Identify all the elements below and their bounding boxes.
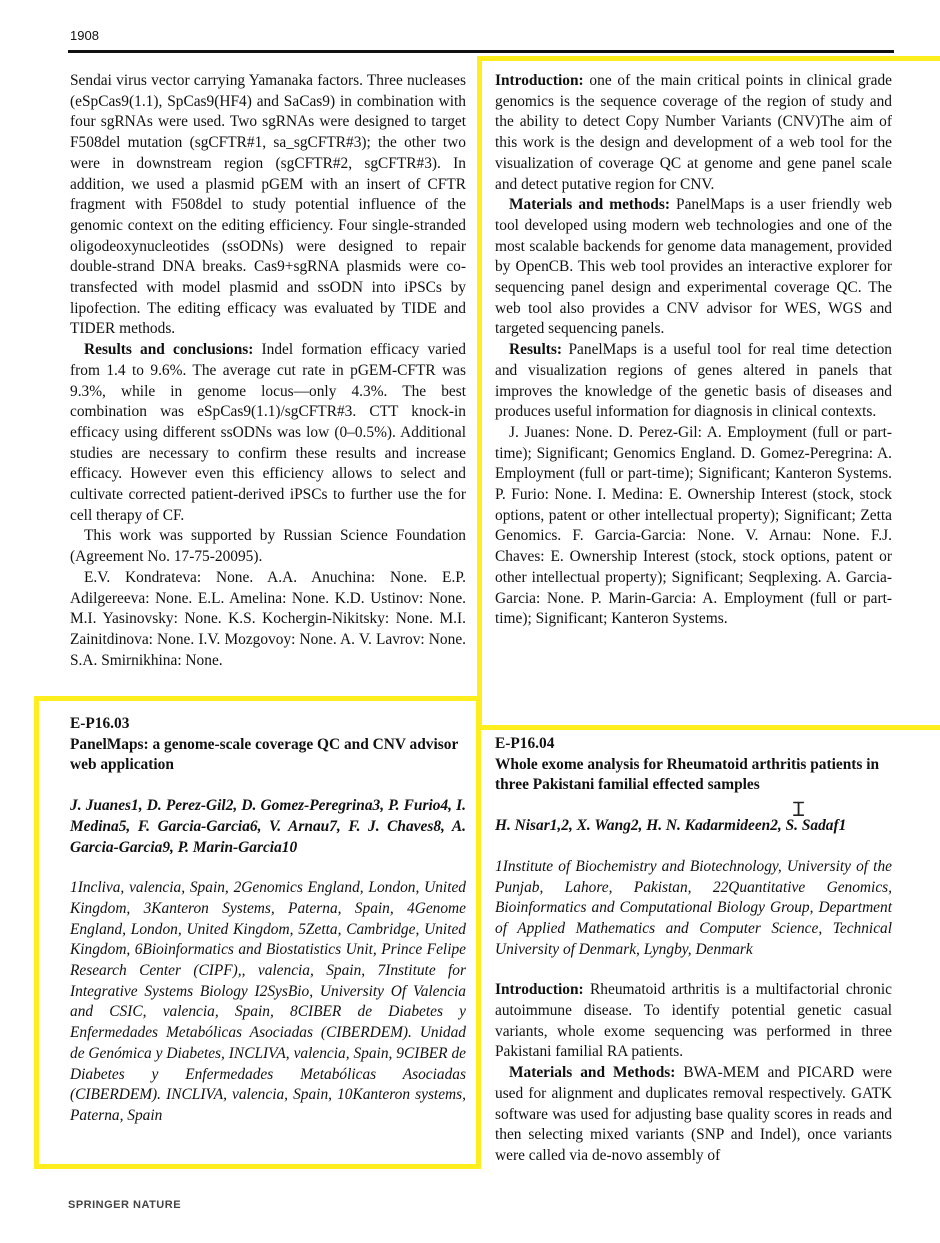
abstract-authors: J. Juanes1, D. Perez-Gil2, D. Gomez-Peregrina3, P. Furio4, I. Medina5, F. Garcia-Garcia6, V. Arnau7, F. J. Chaves8, A. Garcia-Garcia9, P. Marin-Garcia10 bbox=[70, 797, 466, 856]
right-column-continuation bbox=[495, 71, 892, 630]
text-cursor-icon: Ɪ bbox=[793, 797, 805, 821]
paragraph: Materials and methods: PanelMaps is a user friendly web tool developed using modern web technologies and one of the most scalable backends for genome data management, provided by OpenCB. This web tool provides an interactive explorer for sequencing panel design and experimental coverage QC. The web tool also provides a CNV advisor for WES, WGS and targeted sequencing panels. bbox=[495, 196, 892, 338]
abstract-title: Whole exome analysis for Rheumatoid arthritis patients in three Pakistani familial effected samples bbox=[495, 755, 880, 794]
paragraph: This work was supported by Russian Science Foundation (Agreement No. 17-75-20095). bbox=[70, 527, 466, 566]
header-rule bbox=[68, 50, 894, 53]
page-number: 1908 bbox=[70, 28, 99, 43]
abstract-affiliations: 1Institute of Biochemistry and Biotechnology, University of the Punjab, Lahore, Pakistan, 22Quantitative Genomics, Bioinformatics and Computational Biology Group, Department of Applied Mathematics and Computer Science, Technical University of Denmark, Lyngby, Denmark bbox=[495, 857, 892, 958]
paragraph: Sendai virus vector carrying Yamanaka factors. Three nucleases (eSpCas9(1.1), SpCas9(HF4) and SaCas9) in combination with four sgRNAs were used. Two sgRNAs were designed to target F508del mutation (sgCFTR#1, sa_sgCFTR#3); the other two were in downstream region (sgCFTR#2, sgCFTR#3). In addition, we used a plasmid pGEM with an insert of CFTR fragment with F508del to study potential influence of the genomic context on the editing efficiency. Four single-stranded oligodeoxynucleotides (ssODNs) were designed to repair double-strand DNA breaks. Cas9+sgRNA plasmids were co-transfected with model plasmid and ssODN into iPSCs by lipofection. The editing efficacy was evaluated by TIDE and TIDER methods. bbox=[70, 72, 466, 338]
publisher-footer: SPRINGER NATURE bbox=[68, 1199, 182, 1211]
disclosure-paragraph: E.V. Kondrateva: None. A.A. Anuchina: None. E.P. Adilgereeva: None. E.L. Amelina: None. K.D. Ustinov: None. M.I. Yasinovsky: None. K.S. Kochergin-Nikitsky: None. M.I. Zainitdinova: None. I.V. Mozgovoy: None. A. V. Lavrov: None. S.A. Smirnikhina: None. bbox=[70, 568, 466, 669]
paragraph: Introduction: Rheumatoid arthritis is a multifactorial chronic autoimmune disease. To identify potential genetic casual variants, whole exome sequencing was performed in three Pakistani familial RA patients. bbox=[495, 981, 892, 1061]
abstract-code: E-P16.03 bbox=[70, 715, 130, 732]
abstract-title: PanelMaps: a genome-scale coverage QC and CNV advisor web application bbox=[70, 735, 459, 774]
disclosure-paragraph: J. Juanes: None. D. Perez-Gil: A. Employment (full or part-time); Significant; Genomics England. D. Gomez-Peregrina: A. Employment (full or part-time); Significant; Kanteron Systems. P. Furio: None. I. Medina: E. Ownership Interest (stock, stock options, patent or other intellectual property); Significant; Zetta Genomics. F. Garcia-Garcia: None. V. Arnau: None. F.J. Chaves: E. Ownership Interest (stock, stock options, patent or other intellectual property); Significant; Seqplexing. A. Garcia-Garcia: None. P. Marin-Garcia: A. Employment (full or part-time); Significant; Kanteron Systems. bbox=[495, 423, 892, 628]
abstract-code: E-P16.04 bbox=[495, 735, 555, 752]
abstract-e-p16-03 bbox=[70, 714, 466, 1127]
left-column-continuation bbox=[70, 71, 466, 671]
abstract-authors: H. Nisar1,2, X. Wang2, H. N. Kadarmideen2, S. Sadaf1 bbox=[495, 817, 847, 835]
paragraph: Results and conclusions: Indel formation efficacy varied from 1.4 to 9.6%. The average cut rate in pGEM-CFTR was 9.3%, while in genome locus—only 4.3%. The best combination was eSpCas9(1.1)/sgCFTR#3. CTT knock-in efficacy using different ssODNs was low (0–0.5%). Additional studies are necessary to confirm these results and increase efficacy. However even this efficiency allows to select and cultivate corrected patient-derived iPSCs to further use the for cell therapy of CF. bbox=[70, 341, 466, 524]
abstract-e-p16-04 bbox=[495, 734, 892, 1167]
abstract-affiliations: 1Incliva, valencia, Spain, 2Genomics England, London, United Kingdom, 3Kanteron Systems, Paterna, Spain, 4Genome England, London, United Kingdom, 5Zetta, Cambridge, United Kingdom, 6Bioinformatics and Biostatistics Unit, Prince Felipe Research Center (CIPF),, valencia, Spain, 7Institute for Integrative Systems Biology I2SysBio, University Of Valencia and CSIC, valencia, Spain, 8CIBER de Diabetes y Enfermedades Metabólicas Asociadas (CIBERDEM). Unidad de Genómica y Diabetes, INCLIVA, valencia, Spain, 9CIBER de Diabetes y Enfermedades Metabólicas Asociadas (CIBERDEM). INCLIVA, valencia, Spain, 10Kanteron systems, Paterna, Spain bbox=[70, 879, 466, 1124]
paragraph: Results: PanelMaps is a useful tool for real time detection and visualization regions of genes altered in panels that improves the knowledge of the genetic basis of diseases and produces useful information for diagnosis in clinical contexts. bbox=[495, 341, 892, 421]
paragraph: Materials and Methods: BWA-MEM and PICARD were used for alignment and duplicates removal respectively. GATK software was used for adjusting base quality scores in reads and then selecting mixed variants (SNP and Indel), once variants were called via de-novo assembly of bbox=[495, 1064, 893, 1164]
paragraph: Introduction: one of the main critical points in clinical grade genomics is the sequence coverage of the region of study and the ability to detect Copy Number Variants (CNV)The aim of this work is the design and development of a web tool for the visualization of coverage QC at genome and gene panel scale and detect putative region for CNV. bbox=[495, 72, 892, 193]
